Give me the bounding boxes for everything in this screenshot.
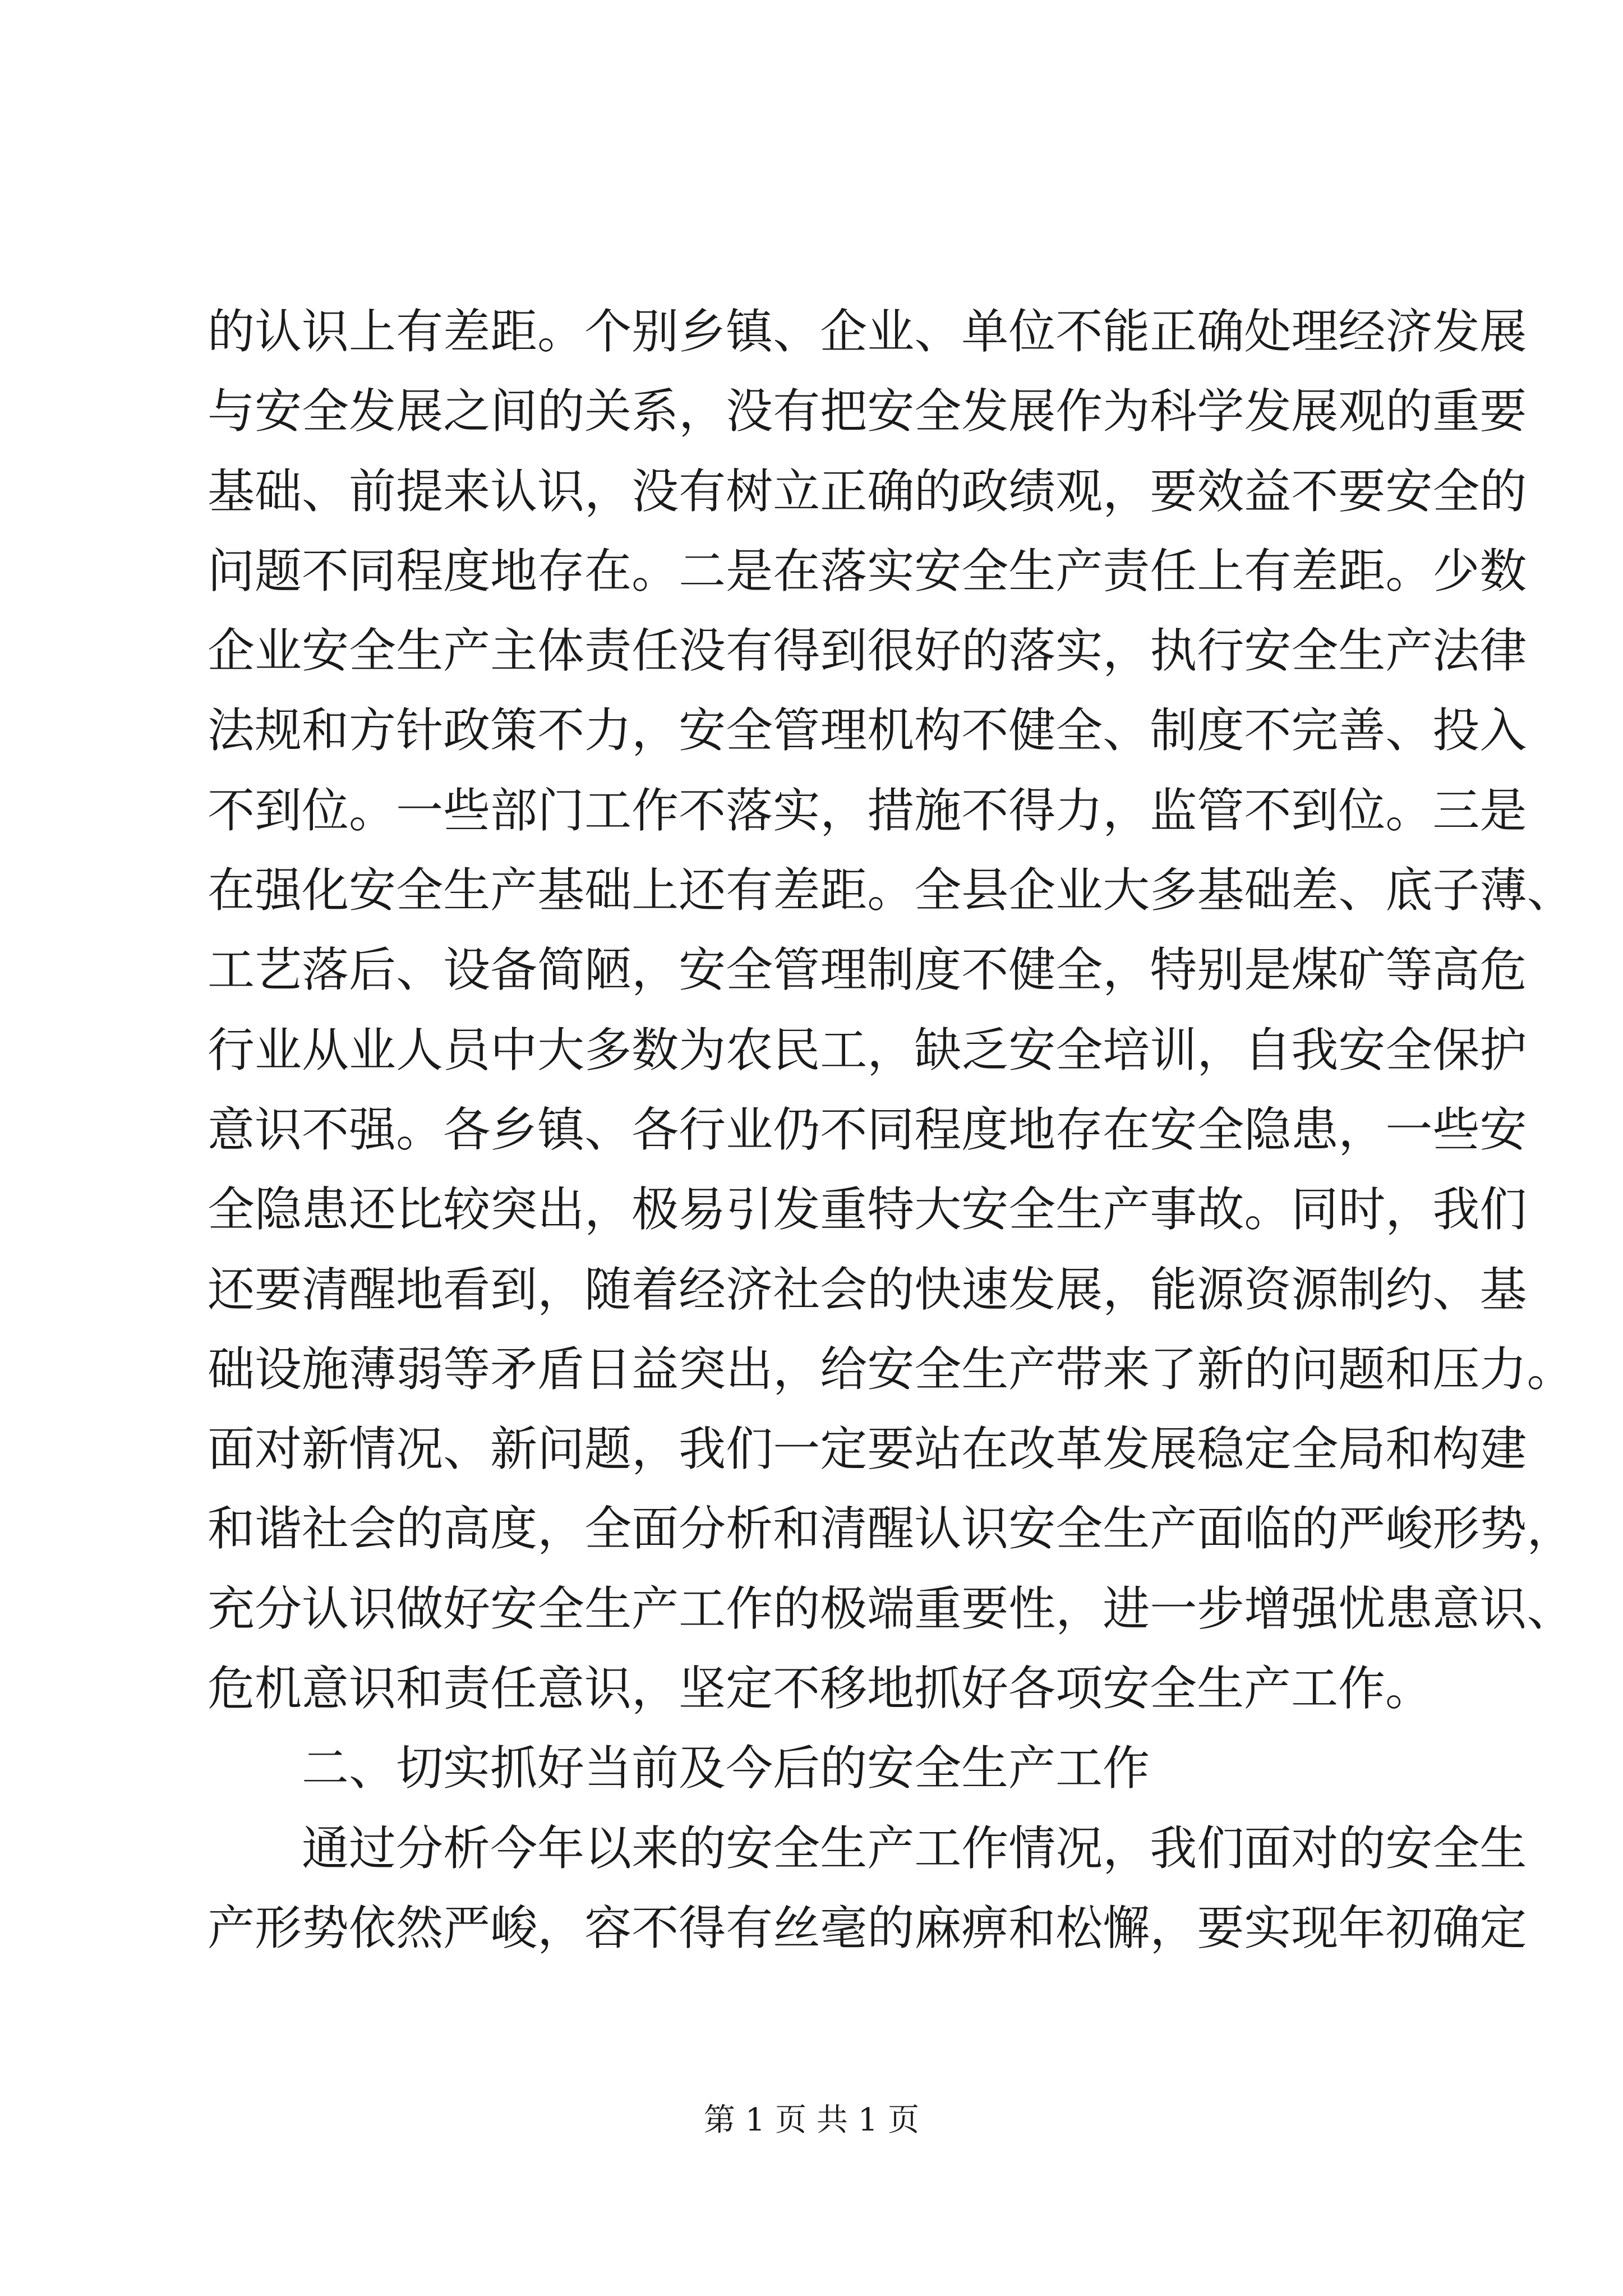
text-line: 面 对 新 情 况 、 新 问 题 ， 我 们 一 定 要 站 在 改 革 发 展 稳 定 全 局 和 构 建 xyxy=(208,1421,1527,1477)
text-line: 还 要 清 醒 地 看 到 ， 随 着 经 济 社 会 的 快 速 发 展 ， 能 源 资 源 制 约 、 基 xyxy=(208,1262,1527,1317)
text-line: 充 分 认 识 做 好 安 全 生 产 工 作 的 极 端 重 要 性 ， 进 一 步 增 强 忧 患 意 识 、 xyxy=(208,1581,1574,1636)
section-heading: 二、切实抓好当前及今后的安全生产工作 xyxy=(302,1741,1150,1796)
text-line: 基 础 、 前 提 来 认 识 ， 没 有 树 立 正 确 的 政 绩 观 ， 要 效 益 不 要 安 全 的 xyxy=(208,463,1527,519)
text-line: 础 设 施 薄 弱 等 矛 盾 日 益 突 出 ， 给 安 全 生 产 带 来 了 新 的 问 题 和 压 力 。 xyxy=(208,1341,1574,1397)
text-line: 意 识 不 强 。 各 乡 镇 、 各 行 业 仍 不 同 程 度 地 存 在 安 全 隐 患 ， 一 些 安 xyxy=(208,1102,1527,1157)
text-line: 危机意识和责任意识，坚定不移地抓好各项安全生产工作。 xyxy=(208,1661,1433,1717)
text-line: 行 业 从 业 人 员 中 大 多 数 为 农 民 工 ， 缺 乏 安 全 培 训 ， 自 我 安 全 保 护 xyxy=(208,1022,1527,1078)
text-line: 企 业 安 全 生 产 主 体 责 任 没 有 得 到 很 好 的 落 实 ， 执 行 安 全 生 产 法 律 xyxy=(208,623,1527,679)
text-line: 全 隐 患 还 比 较 突 出 ， 极 易 引 发 重 特 大 安 全 生 产 事 故 。 同 时 ， 我 们 xyxy=(208,1182,1527,1237)
text-line: 法 规 和 方 针 政 策 不 力 ， 安 全 管 理 机 构 不 健 全 、 制 度 不 完 善 、 投 入 xyxy=(208,703,1527,758)
text-line: 的 认 识 上 有 差 距 。 个 别 乡 镇 、 企 业 、 单 位 不 能 正 确 处 理 经 济 发 展 xyxy=(208,304,1527,359)
text-line: 不 到 位 。 一 些 部 门 工 作 不 落 实 ， 措 施 不 得 力 ， 监 管 不 到 位 。 三 是 xyxy=(208,783,1527,838)
text-line: 在 强 化 安 全 生 产 基 础 上 还 有 差 距 。 全 县 企 业 大 多 基 础 差 、 底 子 薄 、 xyxy=(208,863,1574,918)
page-footer: 第 1 页 共 1 页 xyxy=(703,2102,920,2138)
text-line: 工 艺 落 后 、 设 备 简 陋 ， 安 全 管 理 制 度 不 健 全 ， 特 别 是 煤 矿 等 高 危 xyxy=(208,942,1527,998)
text-line: 问 题 不 同 程 度 地 存 在 。 二 是 在 落 实 安 全 生 产 责 任 上 有 差 距 。 少 数 xyxy=(208,543,1527,599)
text-line: 和 谐 社 会 的 高 度 ， 全 面 分 析 和 清 醒 认 识 安 全 生 产 面 临 的 严 峻 形 势 ， xyxy=(208,1501,1574,1557)
text-line: 产 形 势 依 然 严 峻 ， 容 不 得 有 丝 毫 的 麻 痹 和 松 懈 ， 要 实 现 年 初 确 定 xyxy=(208,1900,1527,1955)
text-line: 与 安 全 发 展 之 间 的 关 系 ， 没 有 把 安 全 发 展 作 为 科 学 发 展 观 的 重 要 xyxy=(208,384,1527,439)
text-line: 通 过 分 析 今 年 以 来 的 安 全 生 产 工 作 情 况 ， 我 们 面 对 的 安 全 生 xyxy=(302,1820,1527,1876)
body-text xyxy=(208,292,1574,1968)
